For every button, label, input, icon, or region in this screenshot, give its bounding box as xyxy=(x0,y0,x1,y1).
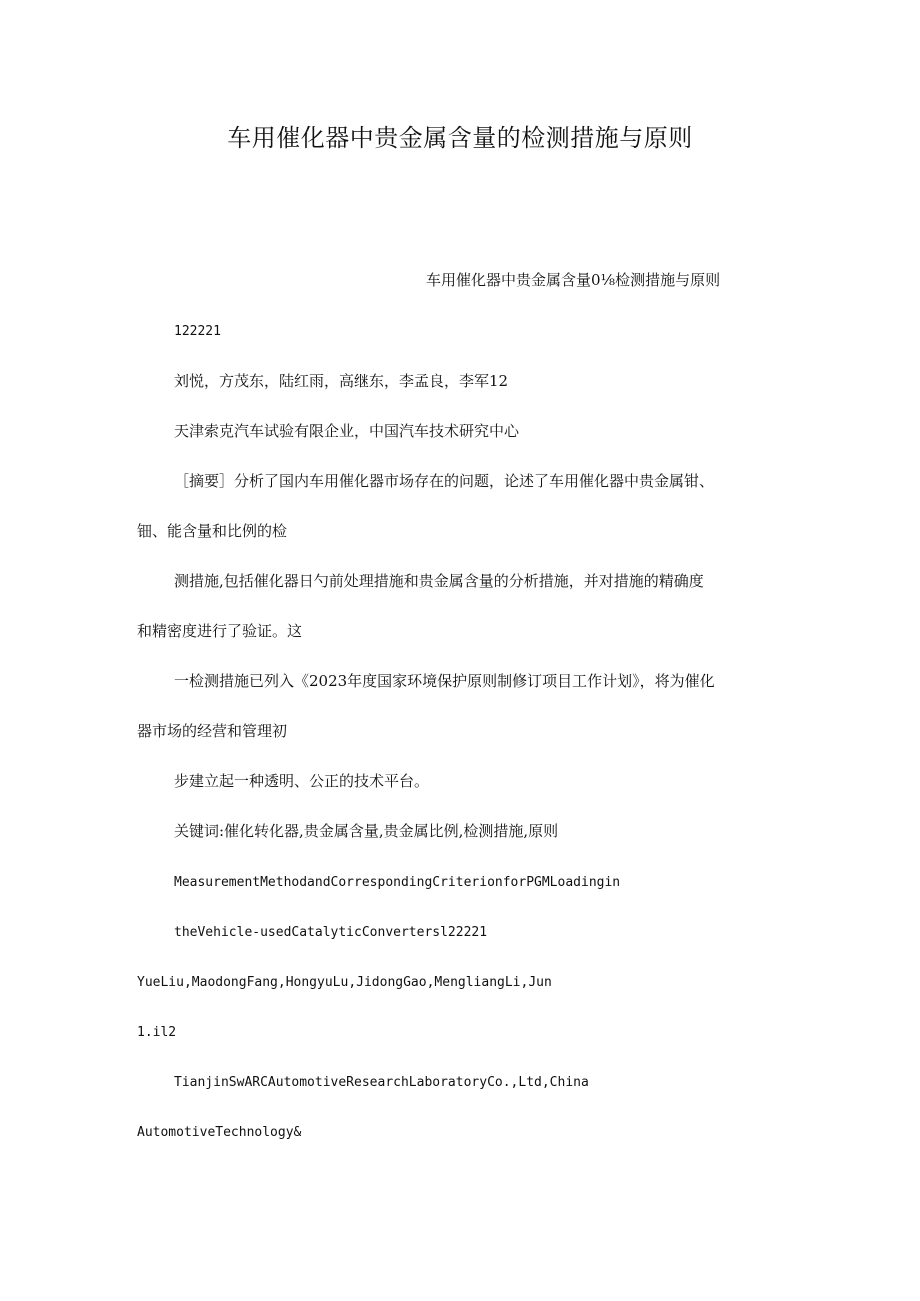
document-subtitle: 车用催化器中贵金属含量0⅛检测措施与原则 xyxy=(426,271,721,289)
abstract-line: 钿、能含量和比例的检 xyxy=(137,522,288,540)
abstract-line: ［摘要］分析了国内车用催化器市场存在的问题，论述了车用催化器中贵金属钳、 xyxy=(174,472,715,490)
english-author-marks: 1.il2 xyxy=(137,1025,177,1040)
abstract-line: 步建立起一种透明、公正的技术平台。 xyxy=(174,772,430,790)
abstract-line: 测措施,包括催化器日勺前处理措施和贵金属含量的分析措施，并对措施的精确度 xyxy=(174,572,704,590)
abstract-line: 一检测措施已列入《2023年度国家环境保护原则制修订项目工作计划》，将为催化 xyxy=(174,672,715,690)
abstract-line: 器市场的经营和管理初 xyxy=(137,722,288,740)
abstract-line: 和精密度进行了验证。这 xyxy=(137,622,303,640)
affiliation-line: 天津索克汽车试验有限企业，中国汽车技术研究中心 xyxy=(174,422,520,440)
authors-line: 刘悦，方茂东，陆红雨，高继东，李孟良，李军12 xyxy=(174,372,509,390)
english-affiliation-line: AutomotiveTechnology& xyxy=(137,1125,302,1140)
english-affiliation-line: TianjinSwARCAutomotiveResearchLaboratoryCo.,Ltd,China xyxy=(174,1075,589,1090)
english-title-line: theVehicle-usedCatalyticConvertersl22221 xyxy=(174,925,488,940)
english-title-line: MeasurementMethodandCorrespondingCriterionforPGMLoadingin xyxy=(174,875,621,890)
keywords-line: 关键词:催化转化器,贵金属含量,贵金属比例,检测措施,原则 xyxy=(174,822,559,840)
document-code: 122221 xyxy=(174,324,221,339)
english-authors-line: YueLiu,MaodongFang,HongyuLu,JidongGao,MengliangLi,Jun xyxy=(137,975,552,990)
document-title: 车用催化器中贵金属含量的检测措施与原则 xyxy=(227,124,693,152)
